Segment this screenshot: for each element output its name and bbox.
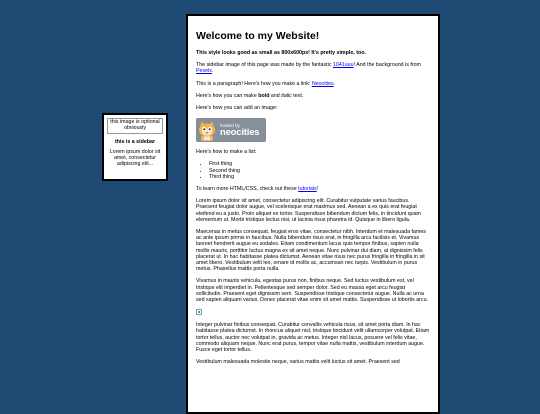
main-content — [186, 14, 440, 414]
artist-link[interactable]: 1041uuu — [332, 62, 354, 69]
sidebar-title: this is a sidebar — [114, 138, 156, 145]
example-list — [196, 161, 430, 180]
image-paragraph: Here's how you can add an image: — [196, 105, 278, 112]
badge-hosted-label: hosted by — [220, 122, 240, 128]
list-item: • First thing — [209, 161, 430, 167]
format-text-before: Here's how you can make — [196, 92, 259, 99]
badge-brand-label: neocities — [220, 126, 260, 138]
credit-text-before: The sidebar image of this page was made by the fantastic — [196, 62, 333, 69]
tutorials-link[interactable]: tutorials — [298, 186, 317, 193]
list-item: • Third thing — [209, 174, 430, 180]
bold-example: bold — [258, 92, 270, 99]
credit-text-middle: ! And the background is from — [353, 62, 421, 69]
credit-text-after: . — [211, 68, 214, 75]
lorem-paragraph-1: Lorem ipsum dolor sit amet, consectetur adipiscing elit. Curabitur vulputate varius faucibus. Praesent feugiat dolor augue, vel scelerisque erat maximus sed. Aenean a ex quis erat feugiat eleifend eu a justo. Proin aliquet ex tortor. Suspendisse bibendum dictum felis, in tincidunt quam elementum ut. Morbi tristique lectus nisi, ut lacinia risus pharetra id. Quisque in libero ligula. — [196, 198, 421, 223]
tutorial-text-before: To learn more HTML/CSS, check out these — [196, 186, 299, 193]
format-text-after: text. — [291, 92, 304, 99]
lorem-paragraph-2: Maecenas in metus consequat, feugiat eros vitae, consectetur nibh. Interdum et malesuada fames ac ante ipsum primis in faucibus. Nulla bibendum risus erat, in fringilla arcu facilisis et. Vivamus laoreet hendrerit augue eu sodales. Etiam condimentum lacus quis tempor finibus, sapien nulla mollis mauris, porttitor luctus magna ex sit amet neque. Nunc pulvinar dui diam, at dignissim felis placerat ut. In hac habitasse platea dictumst. Aenean vitae risus nec purus fringilla in fringilla in sit amet libero. Vestibulum velit leo, ornare id mollis ac, accumsan nec turpis. Vestibulum in purus metus. Phasellus mattis porta nulla. — [196, 229, 426, 273]
broken-image-icon — [196, 309, 202, 315]
lorem-paragraph-4: Integer pulvinar finibus consequat. Curabitur convallis vehicula risus, sit amet porta diam. In hac habitasse platea dictumst. In rhoncus aliquet nisl, tristique tincidunt velit ullamcorper volutpat. Etiam tortor tellus, auctor nec volutpat in, gravida ac metus. Integer nisl lacus, posuere vel felis vitae, commodo aliquam neque. Nunc erat purus, tempor vitae nulla mattis, vestibulum interdum augue. Fusce eget tortor tellus. — [196, 322, 430, 354]
pexels-link[interactable]: Pexels — [196, 68, 212, 75]
tutorial-text-after: ! — [316, 186, 319, 193]
tutorial-paragraph — [196, 186, 430, 192]
lorem-paragraph-3: Vivamus in mauris vehicula, egestas purus non, finibus neque. Sed luctus vestibulum est, vel tristique elit imperdiet in. Pellentesque sed semper dolor. Sed eu massa eget arcu feugiat sollicitudin. Praesent eget dignissim sem. Suspendisse tristique consectetur augue. Nulla ac urna sed sapien aliquam varius. Donec placerat vitae enim sit amet mattis. Suspendisse ut lobortis arcu. — [196, 278, 428, 304]
list-item: • Second thing — [209, 168, 430, 174]
cat-mascot-icon — [196, 118, 218, 142]
page-title: Welcome to my Website! — [196, 30, 320, 42]
credit-paragraph — [196, 62, 430, 74]
link-text-after: . — [333, 80, 336, 87]
sidebar-image-placeholder: this image is optional obviously — [107, 118, 163, 134]
list-intro: Here's how to make a list: — [196, 149, 257, 156]
sidebar — [102, 113, 168, 181]
sidebar-text: Lorem ipsum dolor sit amet, consectetur adipiscing elit... — [109, 148, 161, 168]
italic-example: italic — [281, 92, 292, 99]
neocities-badge[interactable] — [196, 118, 266, 142]
lorem-paragraph-5: Vestibulum malesuada molestie neque, varius mattis velit luctus sit amet. Praesent sed — [196, 359, 400, 366]
link-paragraph — [196, 81, 430, 87]
link-text-before: This is a paragraph! Here's how you make a link: — [196, 80, 312, 87]
neocities-link[interactable]: Neocities — [311, 80, 334, 87]
format-text-middle: and — [269, 92, 282, 99]
badge-text — [218, 123, 259, 138]
format-paragraph — [196, 93, 430, 99]
lead-paragraph: This style looks good as small as 800x600px! It's pretty simple, too. — [196, 50, 366, 56]
